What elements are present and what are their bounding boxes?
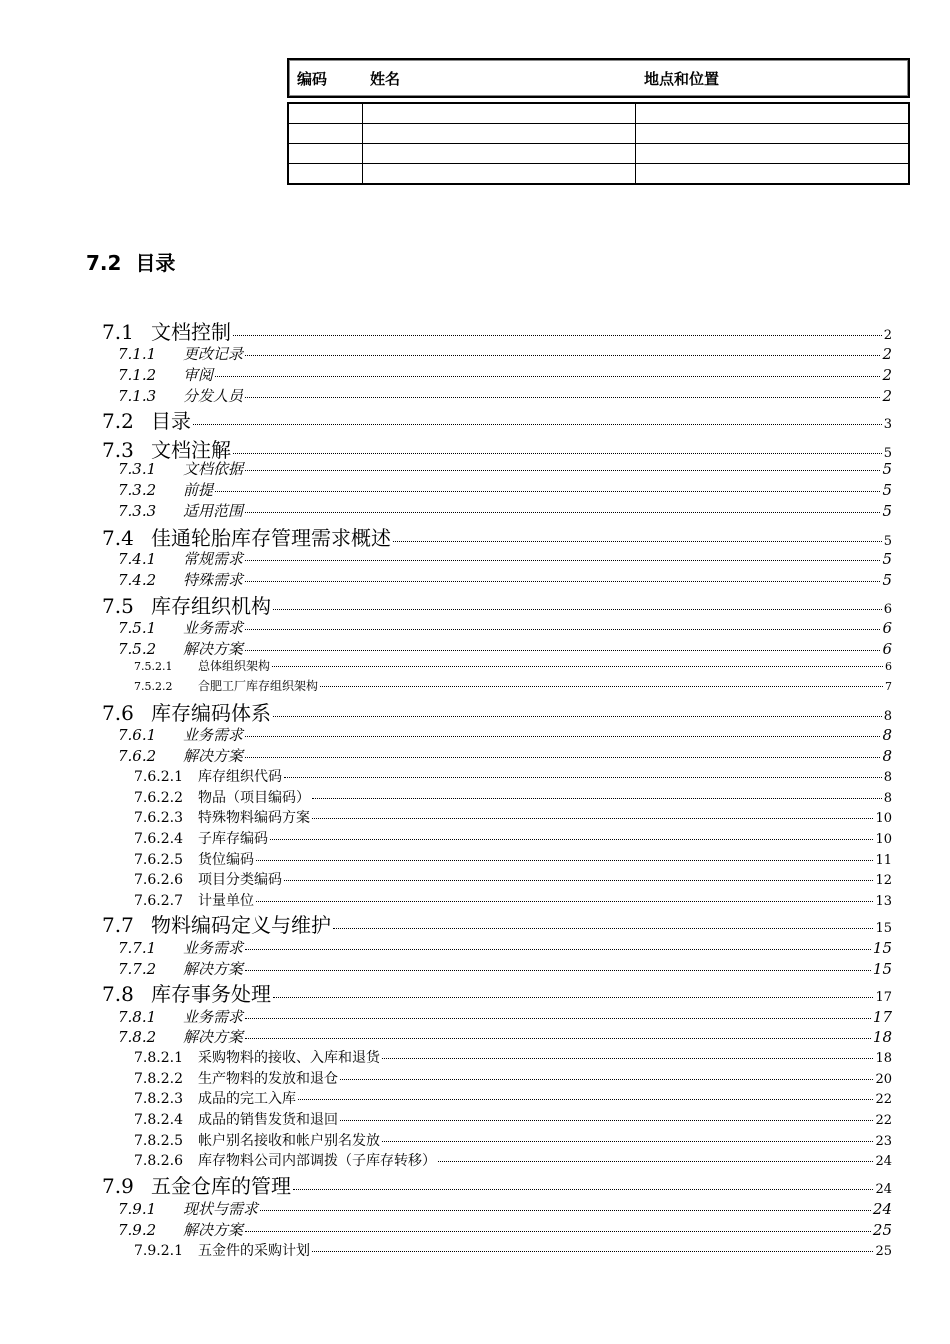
- toc-leader-dots: [256, 901, 873, 902]
- toc-entry[interactable]: [118, 458, 892, 479]
- toc-leader-dots: [233, 335, 882, 336]
- toc-entry[interactable]: [118, 364, 892, 385]
- toc-leader-dots: [270, 839, 873, 840]
- toc-entry[interactable]: [118, 745, 892, 766]
- table-cell: [635, 124, 908, 143]
- toc-entry-page: 13: [875, 894, 892, 909]
- toc-entry-number: 7.7.1: [118, 939, 157, 957]
- toc-entry[interactable]: [102, 405, 892, 434]
- toc-entry-number: 7.6.2.5: [134, 852, 183, 868]
- toc-entry[interactable]: [134, 766, 892, 786]
- toc-leader-dots: [340, 1079, 873, 1080]
- toc-entry-number: 7.4.2: [118, 571, 157, 589]
- toc-entry[interactable]: [102, 316, 892, 345]
- toc-leader-dots: [312, 818, 873, 819]
- toc-leader-dots: [298, 1099, 873, 1100]
- table-cell: [635, 164, 908, 183]
- toc-entry-title: 物料编码定义与维护: [151, 913, 331, 937]
- toc-leader-dots: [293, 1189, 873, 1190]
- toc-entry-number: 7.9.2: [118, 1221, 157, 1239]
- toc-entry-page: 24: [872, 1200, 892, 1218]
- toc-entry-title: 物品（项目编码）: [198, 790, 310, 806]
- toc-entry-number: 7.4.1: [118, 550, 157, 568]
- toc-leader-dots: [438, 1161, 873, 1162]
- toc-leader-dots: [245, 1018, 871, 1019]
- toc-entry-page: 2: [882, 345, 892, 363]
- toc-entry[interactable]: [134, 849, 892, 869]
- section-title: 目录: [135, 251, 176, 275]
- toc-entry[interactable]: [118, 638, 892, 659]
- toc-entry-page: 22: [875, 1092, 892, 1107]
- toc-entry[interactable]: [118, 385, 892, 406]
- toc-entry-number: 7.8.2.2: [134, 1071, 183, 1087]
- toc-leader-dots: [260, 1210, 871, 1211]
- toc-entry-page: 11: [875, 853, 892, 868]
- toc-entry[interactable]: [118, 724, 892, 745]
- toc-entry-page: 10: [875, 811, 892, 826]
- toc-entry-title: 业务需求: [183, 1008, 244, 1026]
- toc-entry-title: 子库存编码: [198, 831, 268, 847]
- toc-leader-dots: [245, 650, 880, 651]
- toc-entry-title: 适用范围: [183, 502, 244, 520]
- toc-entry-title: 目录: [151, 409, 191, 433]
- toc-entry-number: 7.6.2.4: [134, 831, 183, 847]
- toc-entry-page: 15: [872, 960, 892, 978]
- table-cell: [289, 124, 362, 143]
- toc-entry[interactable]: [118, 1026, 892, 1047]
- toc-leader-dots: [312, 1251, 873, 1252]
- toc-leader-dots: [284, 777, 882, 778]
- toc-leader-dots: [284, 880, 873, 881]
- toc-entry-number: 7.6.2.6: [134, 872, 183, 888]
- toc-entry-number: 7.1.2: [118, 366, 157, 384]
- toc-entry-page: 6: [882, 619, 892, 637]
- table-cell: [362, 124, 635, 143]
- toc-entry-number: 7.5.2.2: [134, 680, 173, 693]
- toc-entry[interactable]: [118, 937, 892, 958]
- toc-entry-number: 7.8.2: [118, 1028, 157, 1046]
- toc-leader-dots: [215, 491, 880, 492]
- toc-leader-dots: [215, 376, 880, 377]
- toc-entry-number: 7.4: [102, 526, 134, 550]
- toc-entry-page: 8: [883, 791, 892, 806]
- toc-entry-page: 10: [875, 832, 892, 847]
- table-row: [289, 163, 908, 183]
- toc-entry[interactable]: [118, 479, 892, 500]
- table-cell: [635, 144, 908, 163]
- toc-entry[interactable]: [134, 657, 892, 674]
- toc-entry-title: 特殊物料编码方案: [198, 810, 310, 826]
- toc-entry[interactable]: [118, 1219, 892, 1240]
- toc-entry-title: 合肥工厂库存组织架构: [198, 679, 319, 693]
- toc-entry-title: 项目分类编码: [198, 872, 282, 888]
- toc-entry-page: 17: [875, 990, 892, 1005]
- toc-leader-dots: [273, 609, 882, 610]
- toc-entry-number: 7.2: [102, 409, 134, 433]
- toc-entry[interactable]: [134, 828, 892, 848]
- toc-entry[interactable]: [134, 1047, 892, 1067]
- toc-entry[interactable]: [118, 343, 892, 364]
- toc-entry-page: 25: [875, 1244, 892, 1259]
- toc-entry[interactable]: [102, 978, 892, 1007]
- toc-entry-number: 7.6.2.3: [134, 810, 183, 826]
- toc-leader-dots: [245, 1038, 871, 1039]
- toc-entry-title: 常规需求: [183, 550, 244, 568]
- toc-entry[interactable]: [102, 1170, 892, 1199]
- toc-entry-title: 特殊需求: [183, 571, 244, 589]
- toc-entry-number: 7.9.1: [118, 1200, 157, 1218]
- toc-leader-dots: [245, 470, 880, 471]
- toc-entry-page: 6: [885, 660, 892, 673]
- toc-entry-title: 审阅: [183, 366, 214, 384]
- toc-entry-page: 5: [882, 481, 892, 499]
- toc-leader-dots: [273, 716, 882, 717]
- toc-entry-title: 解决方案: [183, 1028, 244, 1046]
- toc-entry[interactable]: [134, 677, 892, 694]
- toc-entry[interactable]: [102, 522, 892, 551]
- toc-entry[interactable]: [134, 1130, 892, 1150]
- toc-entry[interactable]: [134, 1150, 892, 1170]
- toc-entry-number: 7.3.2: [118, 481, 157, 499]
- toc-entry-title: 文档依据: [183, 460, 244, 478]
- toc-entry-page: 3: [883, 417, 892, 432]
- toc-entry-page: 5: [882, 550, 892, 568]
- toc-leader-dots: [193, 424, 882, 425]
- toc-entry-title: 更改记录: [183, 345, 244, 363]
- toc-leader-dots: [245, 757, 880, 758]
- toc-leader-dots: [245, 397, 880, 398]
- toc-entry-title: 佳通轮胎库存管理需求概述: [151, 526, 391, 550]
- toc-entry-title: 库存编码体系: [151, 701, 271, 725]
- toc-entry[interactable]: [118, 1006, 892, 1027]
- toc-entry-page: 8: [882, 747, 892, 765]
- table-cell: [362, 104, 635, 123]
- toc-entry[interactable]: [134, 869, 892, 889]
- toc-entry-title: 总体组织架构: [198, 659, 271, 673]
- toc-entry-title: 帐户别名接收和帐户别名发放: [198, 1133, 380, 1149]
- toc-entry-title: 解决方案: [183, 747, 244, 765]
- toc-entry[interactable]: [118, 1198, 892, 1219]
- toc-entry-number: 7.6.2.1: [134, 769, 183, 785]
- toc-entry-title: 成品的完工入库: [198, 1091, 296, 1107]
- toc-entry-page: 24: [875, 1182, 892, 1197]
- toc-entry-number: 7.8.2.3: [134, 1091, 183, 1107]
- toc-entry-title: 现状与需求: [183, 1200, 259, 1218]
- toc-leader-dots: [312, 798, 882, 799]
- toc-entry[interactable]: [118, 958, 892, 979]
- toc-entry[interactable]: [118, 617, 892, 638]
- toc-entry-number: 7.1.1: [118, 345, 157, 363]
- toc-entry-number: 7.9: [102, 1174, 134, 1198]
- toc-entry-title: 解决方案: [183, 640, 244, 658]
- toc-entry-page: 5: [882, 460, 892, 478]
- toc-entry-page: 20: [875, 1072, 892, 1087]
- table-row: [289, 104, 908, 123]
- header-location: 地点和位置: [644, 69, 720, 88]
- toc-leader-dots: [233, 453, 882, 454]
- toc-entry-title: 解决方案: [183, 960, 244, 978]
- header-name: 姓名: [370, 69, 401, 88]
- table-cell: [289, 104, 362, 123]
- toc-leader-dots: [245, 1231, 871, 1232]
- toc-entry[interactable]: [134, 1088, 892, 1108]
- toc-entry[interactable]: [134, 1068, 892, 1088]
- toc-entry-page: 2: [882, 366, 892, 384]
- toc-leader-dots: [340, 1120, 873, 1121]
- header-code: 编码: [297, 69, 328, 88]
- section-heading: [86, 247, 175, 276]
- table-cell: [635, 104, 908, 123]
- toc-entry-number: 7.7: [102, 913, 134, 937]
- toc-entry-title: 解决方案: [183, 1221, 244, 1239]
- toc-entry-page: 5: [882, 571, 892, 589]
- toc-entry[interactable]: [102, 697, 892, 726]
- toc-entry-title: 货位编码: [198, 852, 254, 868]
- toc-entry-page: 8: [883, 770, 892, 785]
- toc-entry-number: 7.3.3: [118, 502, 157, 520]
- toc-leader-dots: [245, 581, 880, 582]
- toc-entry-number: 7.6.2: [118, 747, 157, 765]
- toc-entry-page: 25: [872, 1221, 892, 1239]
- toc-entry-number: 7.1: [102, 320, 134, 344]
- toc-entry-page: 23: [875, 1134, 892, 1149]
- table-row: [289, 143, 908, 163]
- section-number: 7.2: [86, 251, 122, 275]
- toc-leader-dots: [245, 560, 880, 561]
- toc-entry[interactable]: [134, 807, 892, 827]
- toc-entry-page: 2: [882, 387, 892, 405]
- table-cell: [289, 164, 362, 183]
- toc-entry-number: 7.5.2: [118, 640, 157, 658]
- toc-entry-page: 17: [872, 1008, 892, 1026]
- toc-entry[interactable]: [102, 909, 892, 938]
- toc-leader-dots: [256, 860, 873, 861]
- toc-entry-title: 五金仓库的管理: [151, 1174, 291, 1198]
- toc-entry-page: 15: [872, 939, 892, 957]
- table-row: [289, 123, 908, 143]
- table-cell: [289, 144, 362, 163]
- toc-leader-dots: [320, 686, 883, 687]
- toc-leader-dots: [245, 736, 880, 737]
- toc-leader-dots: [245, 949, 871, 950]
- toc-entry-page: 18: [872, 1028, 892, 1046]
- toc-entry-title: 库存组织机构: [151, 594, 271, 618]
- toc-entry-number: 7.7.2: [118, 960, 157, 978]
- toc-entry[interactable]: [102, 590, 892, 619]
- toc-entry-number: 7.3.1: [118, 460, 157, 478]
- toc-entry-page: 15: [875, 921, 892, 936]
- toc-entry-title: 计量单位: [198, 893, 254, 909]
- toc-entry-title: 库存组织代码: [198, 769, 282, 785]
- toc-entry-title: 成品的销售发货和退回: [198, 1112, 338, 1128]
- toc-entry-title: 生产物料的发放和退仓: [198, 1071, 338, 1087]
- toc-entry[interactable]: [134, 1109, 892, 1129]
- toc-entry-title: 五金件的采购计划: [198, 1243, 310, 1259]
- toc-entry-page: 6: [883, 602, 892, 617]
- toc-entry-title: 库存事务处理: [151, 982, 271, 1006]
- toc-entry-page: 6: [882, 640, 892, 658]
- toc-leader-dots: [393, 541, 882, 542]
- toc-leader-dots: [245, 629, 880, 630]
- toc-entry-page: 8: [882, 726, 892, 744]
- toc-entry-title: 文档控制: [151, 320, 231, 344]
- table-cell: [362, 164, 635, 183]
- toc-entry-number: 7.6.1: [118, 726, 157, 744]
- toc-entry-number: 7.5.1: [118, 619, 157, 637]
- toc-leader-dots: [333, 928, 873, 929]
- toc-entry[interactable]: [118, 548, 892, 569]
- toc-entry-title: 前提: [183, 481, 214, 499]
- toc-entry-number: 7.1.3: [118, 387, 157, 405]
- toc-entry-number: 7.8.2.4: [134, 1112, 183, 1128]
- toc-entry-page: 5: [883, 534, 892, 549]
- toc-entry-page: 7: [885, 680, 892, 693]
- toc-entry-page: 12: [875, 873, 892, 888]
- toc-entry-page: 2: [883, 328, 892, 343]
- toc-leader-dots: [245, 512, 880, 513]
- toc-leader-dots: [382, 1141, 873, 1142]
- toc-entry[interactable]: [134, 1240, 892, 1260]
- toc-entry-number: 7.5.2.1: [134, 660, 173, 673]
- toc-entry-page: 24: [875, 1154, 892, 1169]
- toc-entry-title: 文档注解: [151, 438, 231, 462]
- toc-leader-dots: [272, 666, 883, 667]
- toc-entry[interactable]: [134, 890, 892, 910]
- toc-entry-page: 18: [875, 1051, 892, 1066]
- toc-entry-number: 7.8.2.6: [134, 1153, 183, 1169]
- toc-leader-dots: [245, 355, 880, 356]
- toc-entry[interactable]: [134, 787, 892, 807]
- toc-entry-title: 分发人员: [183, 387, 244, 405]
- toc-entry-page: 8: [883, 709, 892, 724]
- table-cell: [362, 144, 635, 163]
- toc-entry-number: 7.8: [102, 982, 134, 1006]
- toc-entry[interactable]: [118, 569, 892, 590]
- toc-entry-page: 5: [882, 502, 892, 520]
- toc-entry-number: 7.8.1: [118, 1008, 157, 1026]
- toc-entry-number: 7.8.2.5: [134, 1133, 183, 1149]
- toc-entry-title: 库存物料公司内部调拨（子库存转移）: [198, 1153, 436, 1169]
- toc-entry-title: 业务需求: [183, 939, 244, 957]
- toc-entry-number: 7.5: [102, 594, 134, 618]
- toc-leader-dots: [273, 997, 873, 998]
- toc-leader-dots: [382, 1058, 873, 1059]
- toc-entry[interactable]: [118, 500, 892, 521]
- toc-entry-number: 7.8.2.1: [134, 1050, 183, 1066]
- toc-entry-page: 5: [883, 446, 892, 461]
- toc-entry-title: 业务需求: [183, 726, 244, 744]
- toc-leader-dots: [245, 970, 871, 971]
- distribution-table: [287, 58, 910, 185]
- toc-entry-number: 7.6: [102, 701, 134, 725]
- toc-entry-number: 7.6.2.2: [134, 790, 183, 806]
- toc-entry-title: 采购物料的接收、入库和退货: [198, 1050, 380, 1066]
- toc-entry-number: 7.3: [102, 438, 134, 462]
- distribution-table-body: [287, 102, 910, 185]
- toc-entry-page: 22: [875, 1113, 892, 1128]
- toc-entry-number: 7.9.2.1: [134, 1243, 183, 1259]
- distribution-table-header: [287, 58, 910, 98]
- toc-entry-number: 7.6.2.7: [134, 893, 183, 909]
- toc-entry-title: 业务需求: [183, 619, 244, 637]
